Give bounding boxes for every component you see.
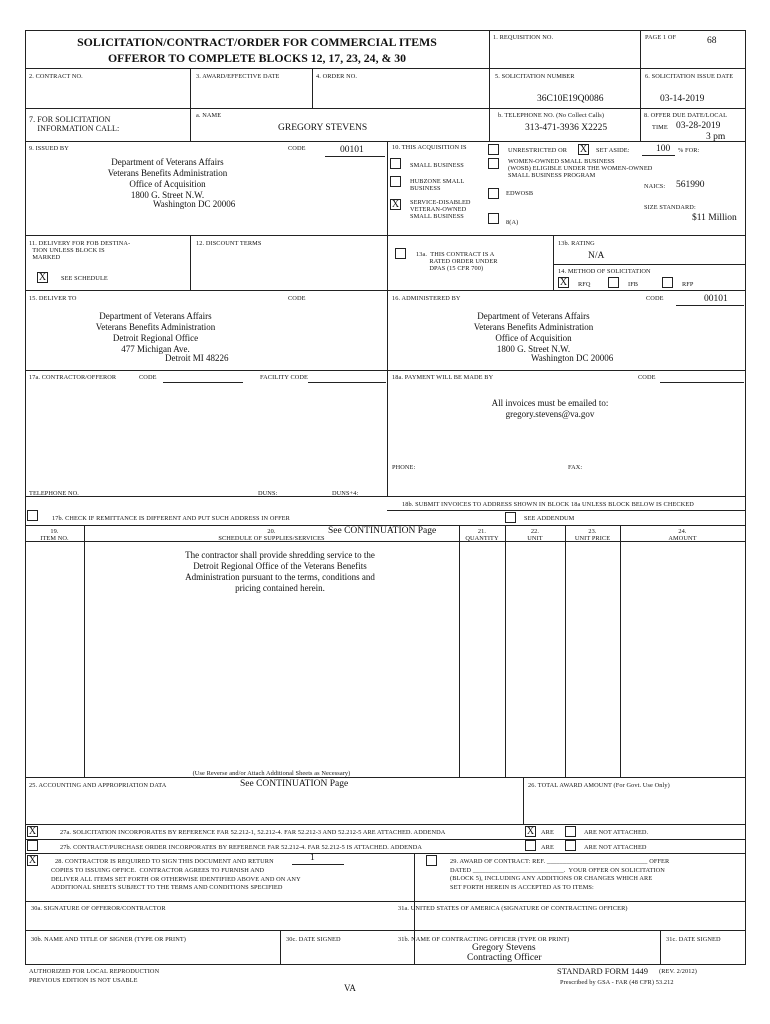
offeror-date-label: 30c. DATE SIGNED [286, 936, 341, 943]
standard-form-number: STANDARD FORM 1449 [557, 966, 648, 976]
set-aside-percent: 100 [656, 144, 671, 154]
offer-due-label: 8. OFFER DUE DATE/LOCAL [644, 112, 728, 119]
wosb-label: WOMEN-OWNED SMALL BUSINESS (WOSB) ELIGIBLE UNDER THE WOMEN-OWNED SMALL BUSINESS PROGRAM [508, 158, 653, 180]
29-award-text: 29. AWARD OF CONTRACT: REF. _______________________________ OFFER DATED ____________________________. YOUR OFFER ON SOLICITATION (BLOCK 5), INCLUDING ANY ADDITIONS OR CHANGES WHICH ARE SET FORTH HEREIN IS ACCEPTED AS TO ITEMS: [450, 858, 670, 891]
method-label: 14. METHOD OF SOLICITATION [558, 268, 651, 275]
rfq-checkbox[interactable]: X [559, 277, 568, 288]
issued-by-code: 00101 [340, 145, 364, 155]
wosb-checkbox[interactable] [488, 158, 499, 169]
size-standard: $11 Million [692, 213, 737, 223]
form-title: SOLICITATION/CONTRACT/ORDER FOR COMMERCIAL ITEMS OFFEROR TO COMPLETE BLOCKS 12, 17, 23, 24, & 30 [77, 35, 437, 65]
8a-label: 8(A) [506, 219, 519, 226]
payment-fax-label: FAX: [568, 464, 583, 471]
small-business-label: SMALL BUSINESS [410, 162, 464, 169]
invoice-instructions: All invoices must be emailed to: gregory.stevens@va.gov [491, 398, 609, 419]
order-no-label: 4. ORDER NO. [316, 73, 358, 80]
solicitation-number-label: 5. SOLICITATION NUMBER [495, 73, 575, 80]
offer-due-time: 3 pm [706, 132, 726, 142]
27b-are-label: ARE [541, 844, 554, 851]
rating-label: 13b. RATING [558, 240, 595, 247]
remittance-label: 17b. CHECK IF REMITTANCE IS DIFFERENT AND PUT SUCH ADDRESS IN OFFER [52, 515, 290, 522]
accounting-label: 25. ACCOUNTING AND APPROPRIATION DATA [29, 782, 167, 789]
unit-header: 22. UNIT [527, 528, 543, 543]
contractor-code-label: CODE [139, 374, 157, 381]
signer-name-label: 30b. NAME AND TITLE OF SIGNER (TYPE OR PRINT) [31, 936, 186, 943]
ifb-checkbox[interactable] [608, 277, 619, 288]
rating-value: N/A [588, 251, 605, 261]
27a-not-attached-label: ARE NOT ATTACHED. [584, 829, 649, 836]
unrestricted-checkbox[interactable] [488, 144, 499, 155]
unrestricted-label: UNRESTRICTED OR [508, 147, 568, 154]
28-checkbox[interactable]: X [28, 855, 37, 866]
submit-invoices-label: 18b. SUBMIT INVOICES TO ADDRESS SHOWN IN BLOCK 18a UNLESS BLOCK BELOW IS CHECKED [402, 501, 694, 508]
see-schedule-label: SEE SCHEDULE [61, 275, 108, 282]
27b-not-attached-label: ARE NOT ATTACHED [584, 844, 647, 851]
issued-by-label: 9. ISSUED BY [29, 145, 69, 152]
solicitation-number: 36C10E19Q0086 [537, 94, 604, 104]
administered-by-address: Department of Veterans Affairs Veterans Benefits Administration Office of Acquisition 1800 G. Street N.W. [473, 311, 594, 354]
administered-by-city: Washington DC 20006 [531, 353, 614, 363]
officer-name-label: 31b. NAME OF CONTRACTING OFFICER (TYPE OR PRINT) [398, 936, 570, 943]
deliver-to-code-label: CODE [288, 295, 306, 302]
schedule-header: SCHEDULE OF SUPPLIES/SERVICES [218, 535, 325, 542]
27b-not-attached-checkbox[interactable] [565, 840, 576, 851]
contractor-label: 17a. CONTRACTOR/OFFEROR [29, 374, 117, 381]
set-aside-label: SET ASIDE: [596, 147, 630, 154]
sdvosb-label: SERVICE-DISABLED VETERAN-OWNED SMALL BUSINESS [410, 199, 471, 221]
27a-not-attached-checkbox[interactable] [565, 826, 576, 837]
payment-phone-label: PHONE: [392, 464, 416, 471]
see-addendum-checkbox[interactable] [505, 512, 516, 523]
facility-code-label: FACILITY CODE [260, 374, 308, 381]
payment-code-label: CODE [638, 374, 656, 381]
telephone-label: b. TELEPHONE NO. (No Collect Calls) [498, 112, 605, 119]
issued-by-city: Washington DC 20006 [153, 199, 236, 209]
see-addendum-label: SEE ADDENDUM [524, 515, 575, 522]
rfp-label: RFP [682, 281, 694, 288]
28-terms: COPIES TO ISSUING OFFICE. CONTRACTOR AGREES TO FURNISH AND DELIVER ALL ITEMS SET FORTH OR OTHERWISE IDENTIFIED ABOVE AND ON ANY ADDITIONAL SHEETS SUBJECT TO THE TERMS AND CONDITIONS SPECIFIED [51, 867, 301, 891]
contractor-telephone-label: TELEPHONE NO. [29, 490, 79, 497]
29-checkbox[interactable] [426, 855, 437, 866]
officer-title: Contracting Officer [467, 953, 542, 963]
edwosb-checkbox[interactable] [488, 188, 499, 199]
administered-by-code-label: CODE [646, 295, 664, 302]
issued-by-code-label: CODE [288, 145, 306, 152]
27b-label: 27b. CONTRACT/PURCHASE ORDER INCORPORATES BY REFERENCE FAR 52.212-4. FAR 52.212-5 IS ATTACHED. ADDENDA [60, 844, 423, 851]
solicitation-date: 03-14-2019 [660, 94, 705, 104]
payment-label: 18a. PAYMENT WILL BE MADE BY [392, 374, 494, 381]
administered-by-label: 16. ADMINISTERED BY [392, 295, 461, 302]
amount-header: 24. AMOUNT [668, 528, 697, 543]
delivery-fob-label: 11. DELIVERY FOR FOB DESTINA- TION UNLESS BLOCK IS MARKED [29, 240, 131, 262]
rated-order-checkbox[interactable] [395, 248, 406, 259]
ifb-label: IFB [628, 281, 639, 288]
rfp-checkbox[interactable] [662, 277, 673, 288]
page-total: 68 [707, 36, 717, 46]
officer-date-label: 31c. DATE SIGNED [666, 936, 721, 943]
28-copies: 1 [310, 853, 315, 863]
deliver-to-city: Detroit MI 48226 [165, 353, 229, 363]
small-business-checkbox[interactable] [390, 158, 401, 169]
sdvosb-checkbox[interactable]: X [391, 199, 400, 210]
prescribed-by: Prescribed by GSA - FAR (48 CFR) 53.212 [560, 979, 674, 986]
reverse-note: (Use Reverse and/or Attach Additional Sheets as Necessary) [192, 770, 351, 777]
remittance-checkbox[interactable] [27, 510, 38, 521]
28-label: 28. CONTRACTOR IS REQUIRED TO SIGN THIS DOCUMENT AND RETURN [55, 858, 274, 865]
edwosb-label: EDWOSB [506, 190, 534, 197]
issued-by-address: Department of Veterans Affairs Veterans Benefits Administration Office of Acquisition 1800 G. Street N.W. [107, 157, 228, 200]
requisition-label: 1. REQUISITION NO. [493, 34, 554, 41]
accounting-continuation: See CONTINUATION Page [240, 779, 349, 789]
agency-code: VA [344, 983, 356, 993]
hubzone-checkbox[interactable] [390, 176, 401, 187]
see-schedule-checkbox[interactable]: X [38, 272, 47, 283]
naics-label: NAICS: [644, 183, 666, 190]
rfq-label: RFQ [578, 281, 591, 288]
contract-no-label: 2. CONTRACT NO. [29, 73, 83, 80]
schedule-continuation: See CONTINUATION Page [328, 526, 437, 536]
hubzone-label: HUBZONE SMALL BUSINESS [410, 178, 465, 193]
schedule-description: The contractor shall provide shredding service to the Detroit Regional Office of the Veterans Benefits Administration pursuant to the terms, conditions and pricing contained herein. [185, 550, 375, 593]
revision-date: (REV. 2/2012) [659, 968, 697, 975]
reproduction-note: AUTHORIZED FOR LOCAL REPRODUCTION PREVIOUS EDITION IS NOT USABLE [29, 968, 160, 984]
27a-are-checkbox[interactable]: X [526, 826, 535, 837]
deliver-to-address: Department of Veterans Affairs Veterans Benefits Administration Detroit Regional Office 477 Michigan Ave. [95, 311, 216, 354]
quantity-header: 21. QUANTITY [465, 528, 499, 543]
award-date-label: 3. AWARD/EFFECTIVE DATE [196, 73, 280, 80]
officer-signature-label: 31a. UNITED STATES OF AMERICA (SIGNATURE OF CONTRACTING OFFICER) [398, 905, 628, 912]
27a-are-label: ARE [541, 829, 554, 836]
contact-name-label: a. NAME [196, 112, 222, 119]
item-no-header: 19. ITEM NO. [40, 528, 69, 543]
27b-checkbox[interactable] [27, 840, 38, 851]
offer-due-date: 03-28-2019 [676, 121, 721, 131]
27a-checkbox[interactable]: X [28, 826, 37, 837]
time-label: TIME [652, 124, 668, 131]
total-award-label: 26. TOTAL AWARD AMOUNT (For Govt. Use Only) [528, 782, 670, 789]
solicitation-info-label: 7. FOR SOLICITATION INFORMATION CALL: [29, 115, 120, 134]
contact-name: GREGORY STEVENS [278, 123, 368, 133]
27b-are-checkbox[interactable] [525, 840, 536, 851]
8a-checkbox[interactable] [488, 213, 499, 224]
page-label: PAGE 1 OF [645, 34, 677, 41]
percent-for-label: % FOR: [678, 147, 700, 154]
discount-terms-label: 12. DISCOUNT TERMS [196, 240, 262, 247]
rated-order-label: 13a. THIS CONTRACT IS A RATED ORDER UNDER DPAS (15 CFR 700) [416, 251, 498, 273]
unit-price-header: 23. UNIT PRICE [574, 528, 611, 543]
duns4-label: DUNS+4: [332, 490, 359, 497]
deliver-to-label: 15. DELIVER TO [29, 295, 77, 302]
telephone-number: 313-471-3936 X2225 [525, 123, 608, 133]
offeror-signature-label: 30a. SIGNATURE OF OFFEROR/CONTRACTOR [31, 905, 166, 912]
naics-code: 561990 [676, 180, 705, 190]
solicitation-date-label: 6. SOLICITATION ISSUE DATE [645, 73, 734, 80]
acquisition-label: 10. THIS ACQUISITION IS [392, 144, 467, 151]
col20-number: 20. [267, 528, 276, 535]
officer-name: Gregory Stevens [472, 943, 536, 953]
27a-label: 27a. SOLICITATION INCORPORATES BY REFERENCE FAR 52.212-1, 52.212-4. FAR 52.212-3 AND 52.212-5 ARE ATTACHED. ADDENDA [60, 829, 446, 836]
set-aside-checkbox[interactable]: X [579, 144, 588, 155]
administered-by-code: 00101 [704, 294, 728, 304]
size-standard-label: SIZE STANDARD: [644, 204, 696, 211]
duns-label: DUNS: [258, 490, 278, 497]
